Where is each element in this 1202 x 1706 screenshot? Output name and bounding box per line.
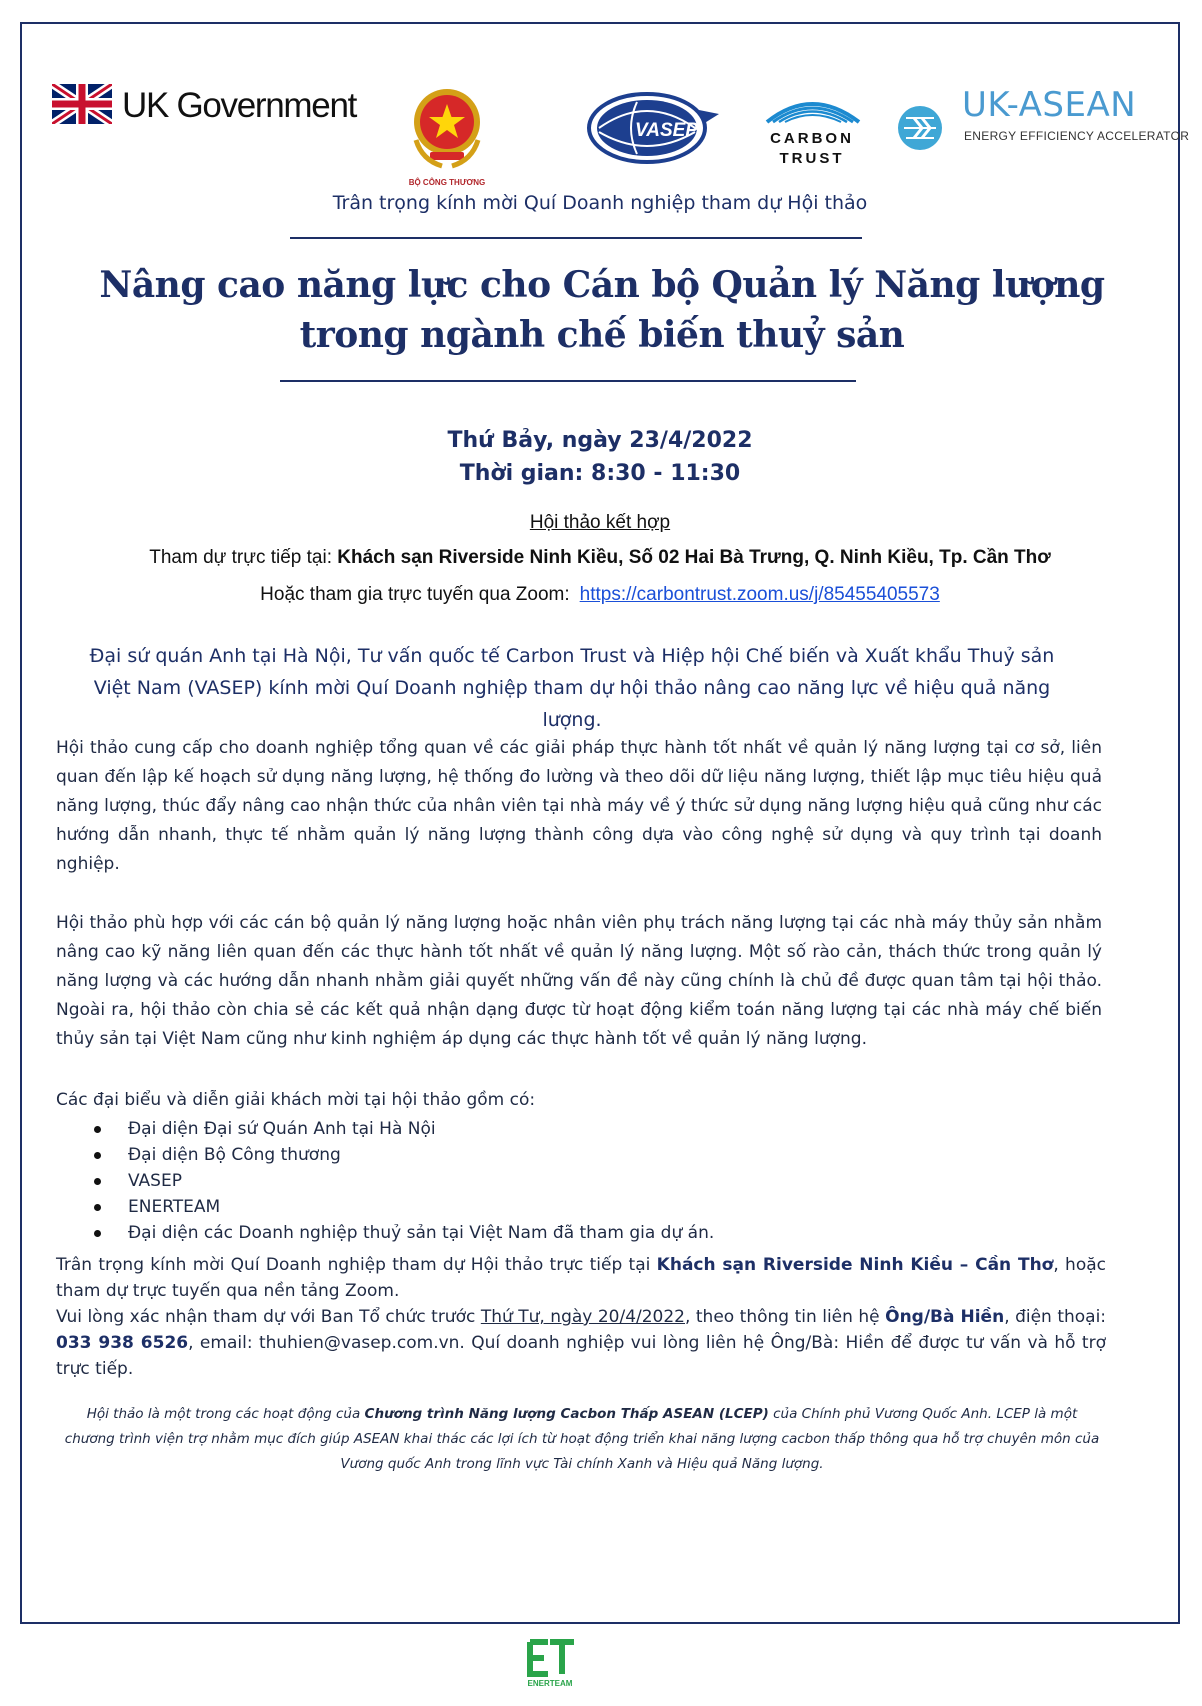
list-item: VASEP — [56, 1168, 714, 1194]
carbon-trust-text-2: TRUST — [779, 150, 845, 167]
bullet-icon — [94, 1230, 101, 1237]
description-paragraph-2: Hội thảo phù hợp với các cán bộ quản lý năng lượng hoặc nhân viên phụ trách năng lượng tại các nhà máy thủy sản nhằm nâng cao kỹ năng liên quan đến các thực hành tốt nhất về quản lý năng lượng. Một số rào cản, thách thức trong quản lý năng lượng và các hướng dẫn nhanh nhằm giải quyết những vấn đề này cũng chính là chủ đề được quan tâm tại hội thảo. Ngoài ra, hội thảo còn chia sẻ các kết quả nhận dạng được từ hoạt động kiểm toán năng lượng tại các nhà máy chế biến thủy sản tại Việt Nam cũng như kinh nghiệm áp dụng các thực hành tốt về quản lý năng lượng. — [56, 913, 1102, 1049]
venue-label: Tham dự trực tiếp tại: — [149, 547, 338, 568]
event-date: Thứ Bảy, ngày 23/4/2022 — [447, 428, 753, 453]
uk-government-logo — [52, 82, 372, 132]
bullet-icon — [94, 1204, 101, 1211]
vasep-text: VASEP — [635, 120, 699, 141]
event-venue — [22, 547, 1178, 569]
bullet-icon — [94, 1152, 101, 1159]
carbon-trust-arc-icon — [747, 86, 877, 126]
vasep-globe-icon — [577, 84, 727, 174]
rsvp-deadline: Thứ Tư, ngày 20/4/2022 — [480, 1307, 685, 1327]
list-item: ENERTEAM — [56, 1194, 714, 1220]
program-name: Chương trình Năng lượng Cacbon Thấp ASEAN (LCEP) — [364, 1406, 769, 1422]
carbon-trust-text-1: CARBON — [770, 130, 854, 147]
uk-asean-text: UK-ASEAN — [962, 85, 1137, 125]
uk-government-text: UK Government — [122, 86, 357, 125]
vasep-logo — [577, 84, 727, 174]
closing-paragraph: Trân trọng kính mời Quí Doanh nghiệp tham dự Hội thảo trực tiếp tại Khách sạn Riverside Ninh Kiều – Cần Thơ, hoặc tham dự trực tuyến qua nền tảng Zoom. Vui lòng xác nhận tham dự với Ban Tổ chức trước Thứ Tư, ngày 20/4/2022, theo thông tin liên hệ Ông/Bà Hiền, điện thoại: 033 938 6526, email: thuhien@vasep.com.vn. Quí doanh nghiệp vui lòng liên hệ Ông/Bà: Hiền để được tư vấn và hỗ trợ trực tiếp. — [56, 1255, 1107, 1379]
enerteam-caption: ENERTEAM — [527, 1679, 573, 1688]
invitation-frame — [20, 22, 1190, 1624]
uk-asean-logo — [892, 84, 1190, 164]
event-title-line-2: trong ngành chế biến thuỷ sản — [299, 314, 905, 356]
zoom-link[interactable]: https://carbontrust.zoom.us/j/85455405573 — [579, 584, 940, 605]
uk-asean-subtitle: ENERGY EFFICIENCY ACCELERATOR — [964, 129, 1190, 143]
program-note: Hội thảo là một trong các hoạt động của Chương trình Năng lượng Cacbon Thấp ASEAN (LCEP) của Chính phủ Vương Quốc Anh. LCEP là một chương trình viện trợ nhằm mục đích giúp ASEAN khai thác các lợi ích từ hoạt động triển khai năng lượng cacbon thấp thông qua hỗ trợ chuyên môn của Vương quốc Anh trong lĩnh vực Tài chính Xanh và Hiệu quả Năng lượng. — [64, 1406, 1100, 1472]
title-divider — [280, 380, 856, 382]
contact-name: Ông/Bà Hiền — [885, 1307, 1005, 1327]
enerteam-logo — [520, 1636, 580, 1696]
zoom-line — [22, 584, 1178, 606]
contact-phone: 033 938 6526 — [56, 1333, 189, 1353]
event-format: Hội thảo kết hợp — [529, 512, 671, 533]
list-item: Đại diện Đại sứ Quán Anh tại Hà Nội — [56, 1116, 714, 1142]
closing-venue: Khách sạn Riverside Ninh Kiều – Cần Thơ — [656, 1255, 1054, 1275]
event-time: Thời gian: 8:30 - 11:30 — [459, 461, 741, 486]
enerteam-mark-icon — [520, 1636, 580, 1680]
event-title — [52, 260, 1152, 360]
bullet-icon — [94, 1178, 101, 1185]
event-date-block — [22, 424, 1178, 490]
bullet-icon — [94, 1126, 101, 1133]
list-item: Đại diện các Doanh nghiệp thuỷ sản tại Việt Nam đã tham gia dự án. — [56, 1220, 714, 1246]
delegates-intro: Các đại biểu và diễn giải khách mời tại hội thảo gồm có: — [56, 1090, 536, 1110]
uk-asean-circle-icon — [896, 104, 944, 152]
event-title-line-1: Nâng cao năng lực cho Cán bộ Quản lý Năng lượng — [99, 264, 1105, 306]
venue-name: Khách sạn Riverside Ninh Kiều, Số 02 Hai Bà Trưng, Q. Ninh Kiều, Tp. Cần Thơ — [337, 547, 1051, 568]
union-jack-icon — [52, 84, 112, 124]
top-divider — [290, 237, 862, 239]
list-item: Đại diện Bộ Công thương — [56, 1142, 714, 1168]
description-paragraph-1: Hội thảo cung cấp cho doanh nghiệp tổng quan về các giải pháp thực hành tốt nhất về quản lý năng lượng tại cơ sở, liên quan đến lập kế hoạch sử dụng năng lượng, hệ thống đo lường và theo dõi dữ liệu năng lượng, thiết lập mục tiêu hiệu quả năng lượng, thúc đẩy nâng cao nhận thức của nhân viên tại nhà máy về ý thức sử dụng năng lượng hiệu quả cũng như các hướng dẫn nhanh, thực tế nhằm quản lý năng lượng thành công dựa vào công nghệ sử dụng và quy trình tại doanh nghiệp. — [56, 738, 1102, 874]
bo-cong-thuong-logo — [402, 80, 492, 190]
zoom-label: Hoặc tham gia trực tuyến qua Zoom: — [260, 584, 570, 605]
lead-paragraph: Đại sứ quán Anh tại Hà Nội, Tư vấn quốc tế Carbon Trust và Hiệp hội Chế biến và Xuất khẩu Thuỷ sản Việt Nam (VASEP) kính mời Quí Doanh nghiệp tham dự hội thảo nâng cao năng lực về hiệu quả năng lượng. — [89, 645, 1055, 731]
logo-bar — [22, 24, 1190, 187]
bo-cong-thuong-caption: BỘ CÔNG THƯƠNG — [408, 178, 486, 187]
invite-heading: Trân trọng kính mời Quí Doanh nghiệp tham dự Hội thảo — [332, 192, 868, 214]
delegates-list — [56, 1116, 714, 1246]
carbon-trust-logo — [747, 86, 877, 176]
state-emblem-icon — [402, 80, 492, 176]
